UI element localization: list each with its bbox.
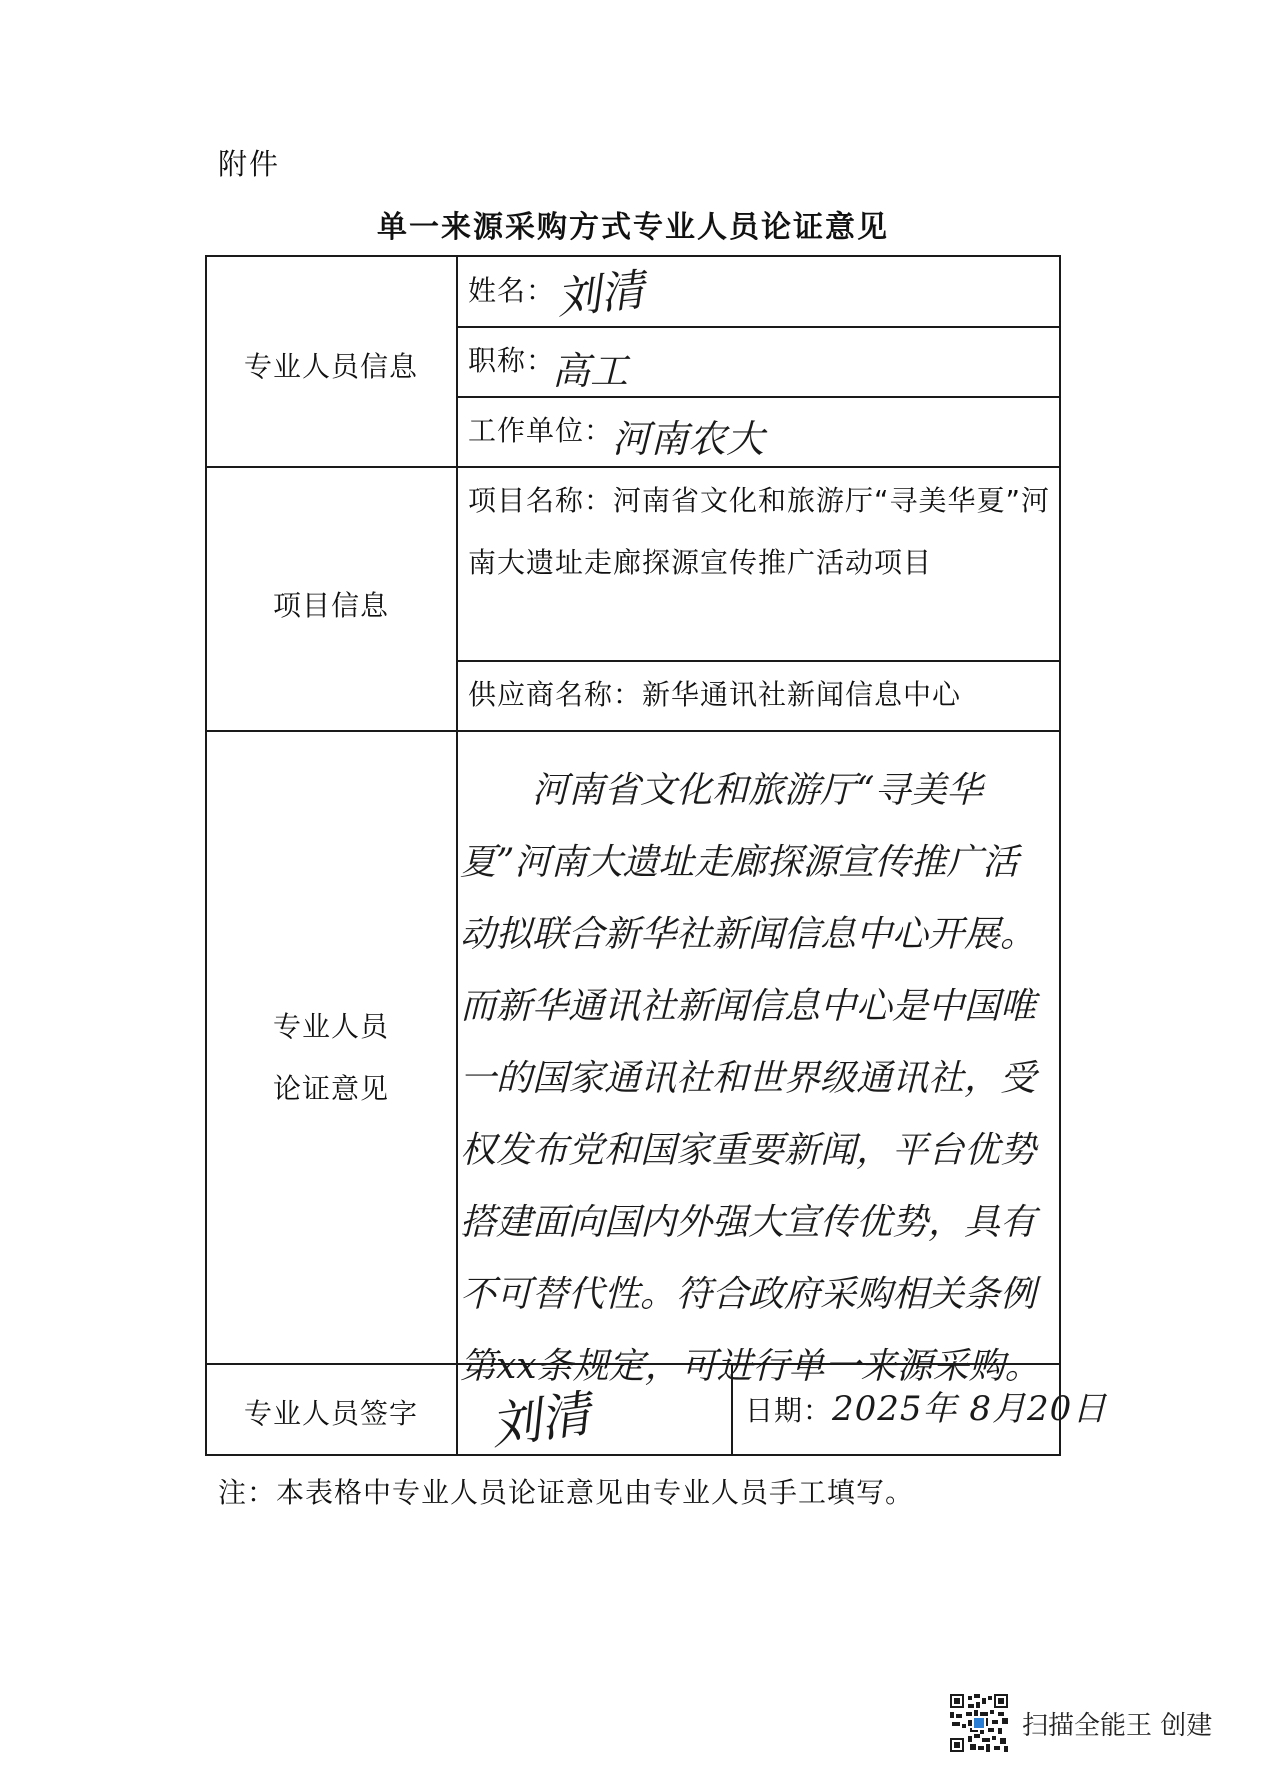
signature-handwritten: 刘清 bbox=[487, 1384, 595, 1456]
name-handwritten: 刘清 bbox=[554, 264, 647, 325]
footnote: 注：本表格中专业人员论证意见由专业人员手工填写。 bbox=[218, 1476, 915, 1509]
qr-code-icon bbox=[950, 1694, 1008, 1752]
table-divider bbox=[456, 256, 458, 1455]
date-field bbox=[745, 1378, 1107, 1442]
project-name-label: 项目名称： bbox=[468, 484, 614, 517]
attachment-label: 附件 bbox=[218, 147, 281, 181]
name-label: 姓名： bbox=[468, 274, 556, 307]
title-handwritten: 高工 bbox=[552, 349, 629, 393]
opinion-label bbox=[206, 996, 456, 1120]
table-divider bbox=[457, 660, 1060, 662]
employer-label: 工作单位： bbox=[468, 414, 614, 447]
scanner-footer bbox=[950, 1694, 1212, 1752]
employer-handwritten: 河南农大 bbox=[612, 417, 765, 461]
project-info-label: 项目信息 bbox=[272, 589, 389, 622]
title-label: 职称： bbox=[468, 344, 556, 377]
project-name bbox=[468, 470, 1053, 594]
document-title: 单一来源采购方式专业人员论证意见 bbox=[377, 210, 889, 245]
expert-info-label: 专业人员信息 bbox=[243, 350, 418, 383]
table-divider bbox=[206, 730, 1060, 732]
opinion-handwritten: 河南省文化和旅游厅“寻美华夏”河南大遗址走廊探源宣传推广活动拟联合新华社新闻信息中心开展。而新华通讯社新闻信息中心是中国唯一的国家通讯社和世界级通讯社，受权发布党和国家重要新闻，平台优势搭建面向国内外强大宣传优势，具有不可替代性。符合政府采购相关条例第xx条规定，可进行单一来源采购。 bbox=[460, 770, 1041, 1387]
supplier-label: 供应商名称： bbox=[468, 678, 643, 711]
scanner-label: 扫描全能王 创建 bbox=[1022, 1710, 1213, 1741]
supplier-name bbox=[468, 664, 961, 726]
table-divider bbox=[457, 396, 1060, 398]
supplier-value: 新华通讯社新闻信息中心 bbox=[642, 678, 962, 711]
date-handwritten: 2025年 8月20日 bbox=[832, 1389, 1108, 1429]
signature-label: 专业人员签字 bbox=[243, 1397, 418, 1430]
date-label: 日期： bbox=[745, 1394, 833, 1427]
project-name-value: 河南省文化和旅游厅“寻美华夏”河南大遗址走廊探源宣传推广活动项目 bbox=[468, 484, 1051, 579]
table-divider bbox=[457, 326, 1060, 328]
opinion-label-line1: 专业人员 bbox=[272, 1010, 389, 1043]
opinion-label-line2: 论证意见 bbox=[272, 1072, 389, 1105]
table-divider bbox=[206, 466, 1060, 468]
